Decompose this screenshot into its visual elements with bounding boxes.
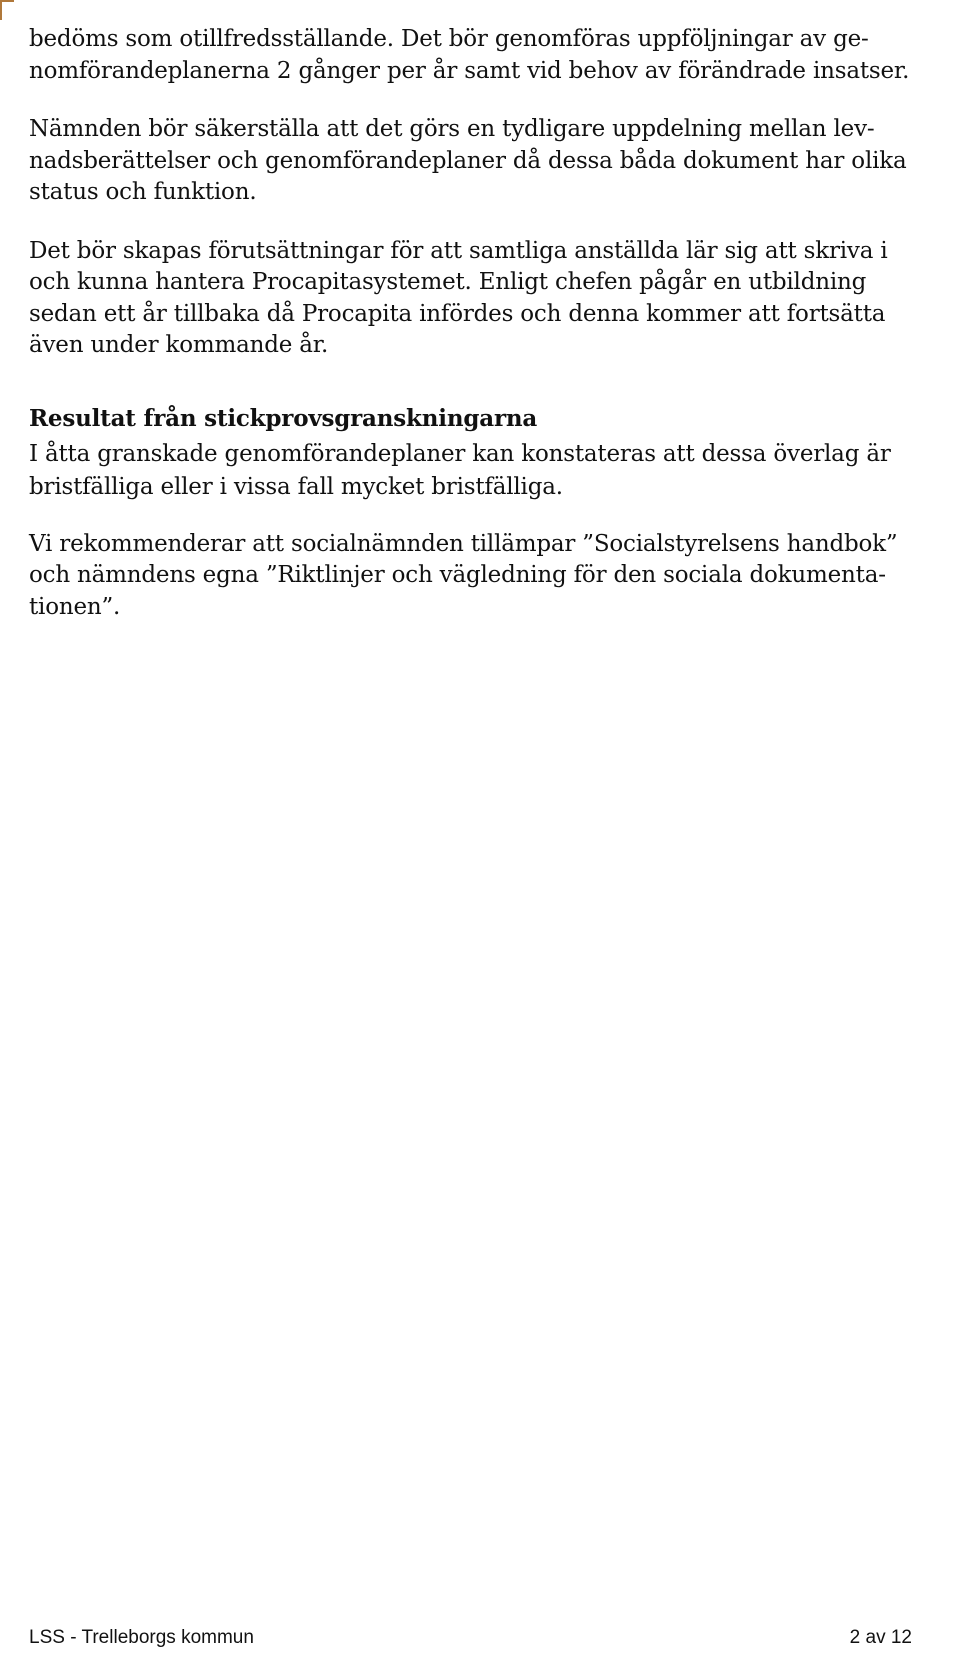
text-line: och nämndens egna ”Riktlinjer och vägledning för den sociala dokumenta- bbox=[29, 562, 886, 588]
text-line: Nämnden bör säkerställa att det görs en tydligare uppdelning mellan lev- bbox=[29, 116, 875, 142]
text-line: status och funktion. bbox=[29, 179, 257, 205]
crop-mark bbox=[0, 0, 14, 20]
text-line: tionen”. bbox=[29, 593, 121, 620]
document-body bbox=[29, 24, 909, 650]
page-footer bbox=[29, 1627, 912, 1649]
paragraph-3 bbox=[29, 236, 909, 362]
text-line: bedöms som otillfredsställande. Det bör genomföras uppföljningar av ge- bbox=[29, 26, 869, 52]
section-paragraph-2 bbox=[29, 529, 909, 624]
text-line: även under kommande år. bbox=[29, 332, 329, 358]
text-line: I åtta granskade genomförandeplaner kan konstateras att dessa överlag är bbox=[29, 440, 891, 467]
paragraph-2 bbox=[29, 114, 909, 209]
text-line: Det bör skapas förutsättningar för att samtliga anställda lär sig att skriva i bbox=[29, 237, 888, 264]
text-line: nomförandeplanerna 2 gånger per år samt vid behov av förändrade insatser. bbox=[29, 57, 910, 84]
paragraph-1 bbox=[29, 24, 909, 87]
text-line: och kunna hantera Procapitasystemet. Enligt chefen pågår en utbildning bbox=[29, 269, 867, 295]
text-line: nadsberättelser och genomförandeplaner då dessa båda dokument har olika bbox=[29, 147, 907, 174]
section-paragraph-1 bbox=[29, 438, 909, 504]
footer-organization: LSS - Trelleborgs kommun bbox=[29, 1627, 254, 1648]
text-line: bristfälliga eller i vissa fall mycket bristfälliga. bbox=[29, 473, 563, 500]
text-line: Vi rekommenderar att socialnämnden tillämpar ”Socialstyrelsens handbok” bbox=[29, 530, 898, 557]
text-line: sedan ett år tillbaka då Procapita infördes och denna kommer att fortsätta bbox=[29, 300, 886, 327]
section-heading: Resultat från stickprovsgranskningarna bbox=[29, 404, 538, 432]
footer-page-number: 2 av 12 bbox=[849, 1627, 912, 1648]
